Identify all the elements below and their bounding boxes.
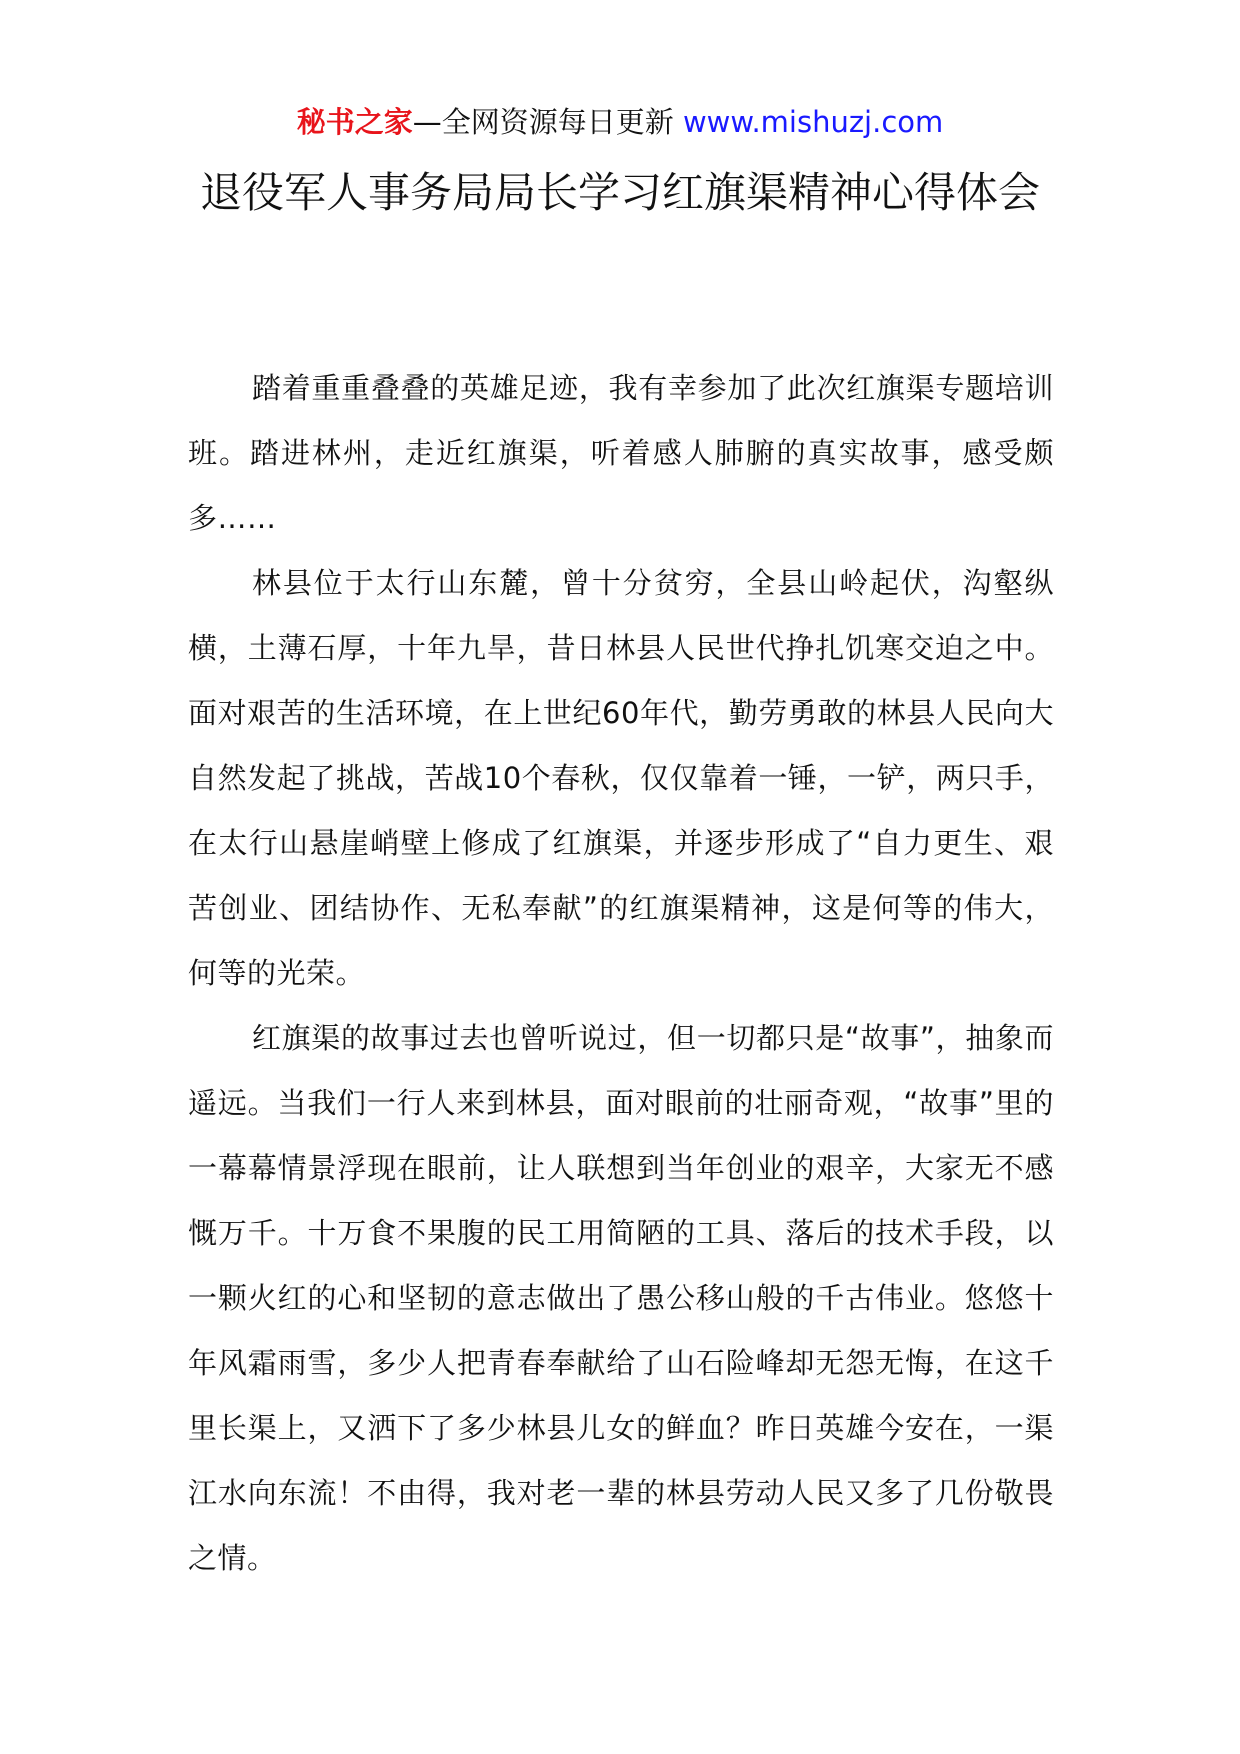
document-body bbox=[188, 356, 1054, 1591]
site-slogan: —全网资源每日更新 bbox=[412, 105, 674, 139]
document-title: 退役军人事务局局长学习红旗渠精神心得体会 bbox=[199, 168, 1040, 217]
paragraph-1: 踏着重重叠叠的英雄足迹，我有幸参加了此次红旗渠专题培训班。踏进林州，走近红旗渠，听着感人肺腑的真实故事，感受颇多…… bbox=[188, 371, 1054, 535]
site-url-link[interactable]: www.mishuzj.com bbox=[682, 105, 944, 139]
paragraph-3: 红旗渠的故事过去也曾听说过，但一切都只是“故事”，抽象而遥远。当我们一行人来到林县，面对眼前的壮丽奇观，“故事”里的一幕幕情景浮现在眼前，让人联想到当年创业的艰辛，大家无不感慨万千。十万食不果腹的民工用简陋的工具、落后的技术手段，以一颗火红的心和坚韧的意志做出了愚公移山般的千古伟业。悠悠十年风霜雨雪，多少人把青春奉献给了山石险峰却无怨无悔，在这千里长渠上，又洒下了多少林县儿女的鲜血？昨日英雄今安在，一渠江水向东流！不由得，我对老一辈的林县劳动人民又多了几份敬畏之情。 bbox=[188, 1021, 1054, 1575]
site-header bbox=[0, 102, 1240, 142]
paragraph-2: 林县位于太行山东麓，曾十分贫穷，全县山岭起伏，沟壑纵横，土薄石厚，十年九旱，昔日林县人民世代挣扎饥寒交迫之中。面对艰苦的生活环境，在上世纪60年代，勤劳勇敢的林县人民向大自然发起了挑战，苦战10个春秋，仅仅靠着一锤，一铲，两只手，在太行山悬崖峭壁上修成了红旗渠，并逐步形成了“自力更生、艰苦创业、团结协作、无私奉献”的红旗渠精神，这是何等的伟大，何等的光荣。 bbox=[188, 566, 1054, 990]
site-brand: 秘书之家 bbox=[296, 105, 413, 139]
